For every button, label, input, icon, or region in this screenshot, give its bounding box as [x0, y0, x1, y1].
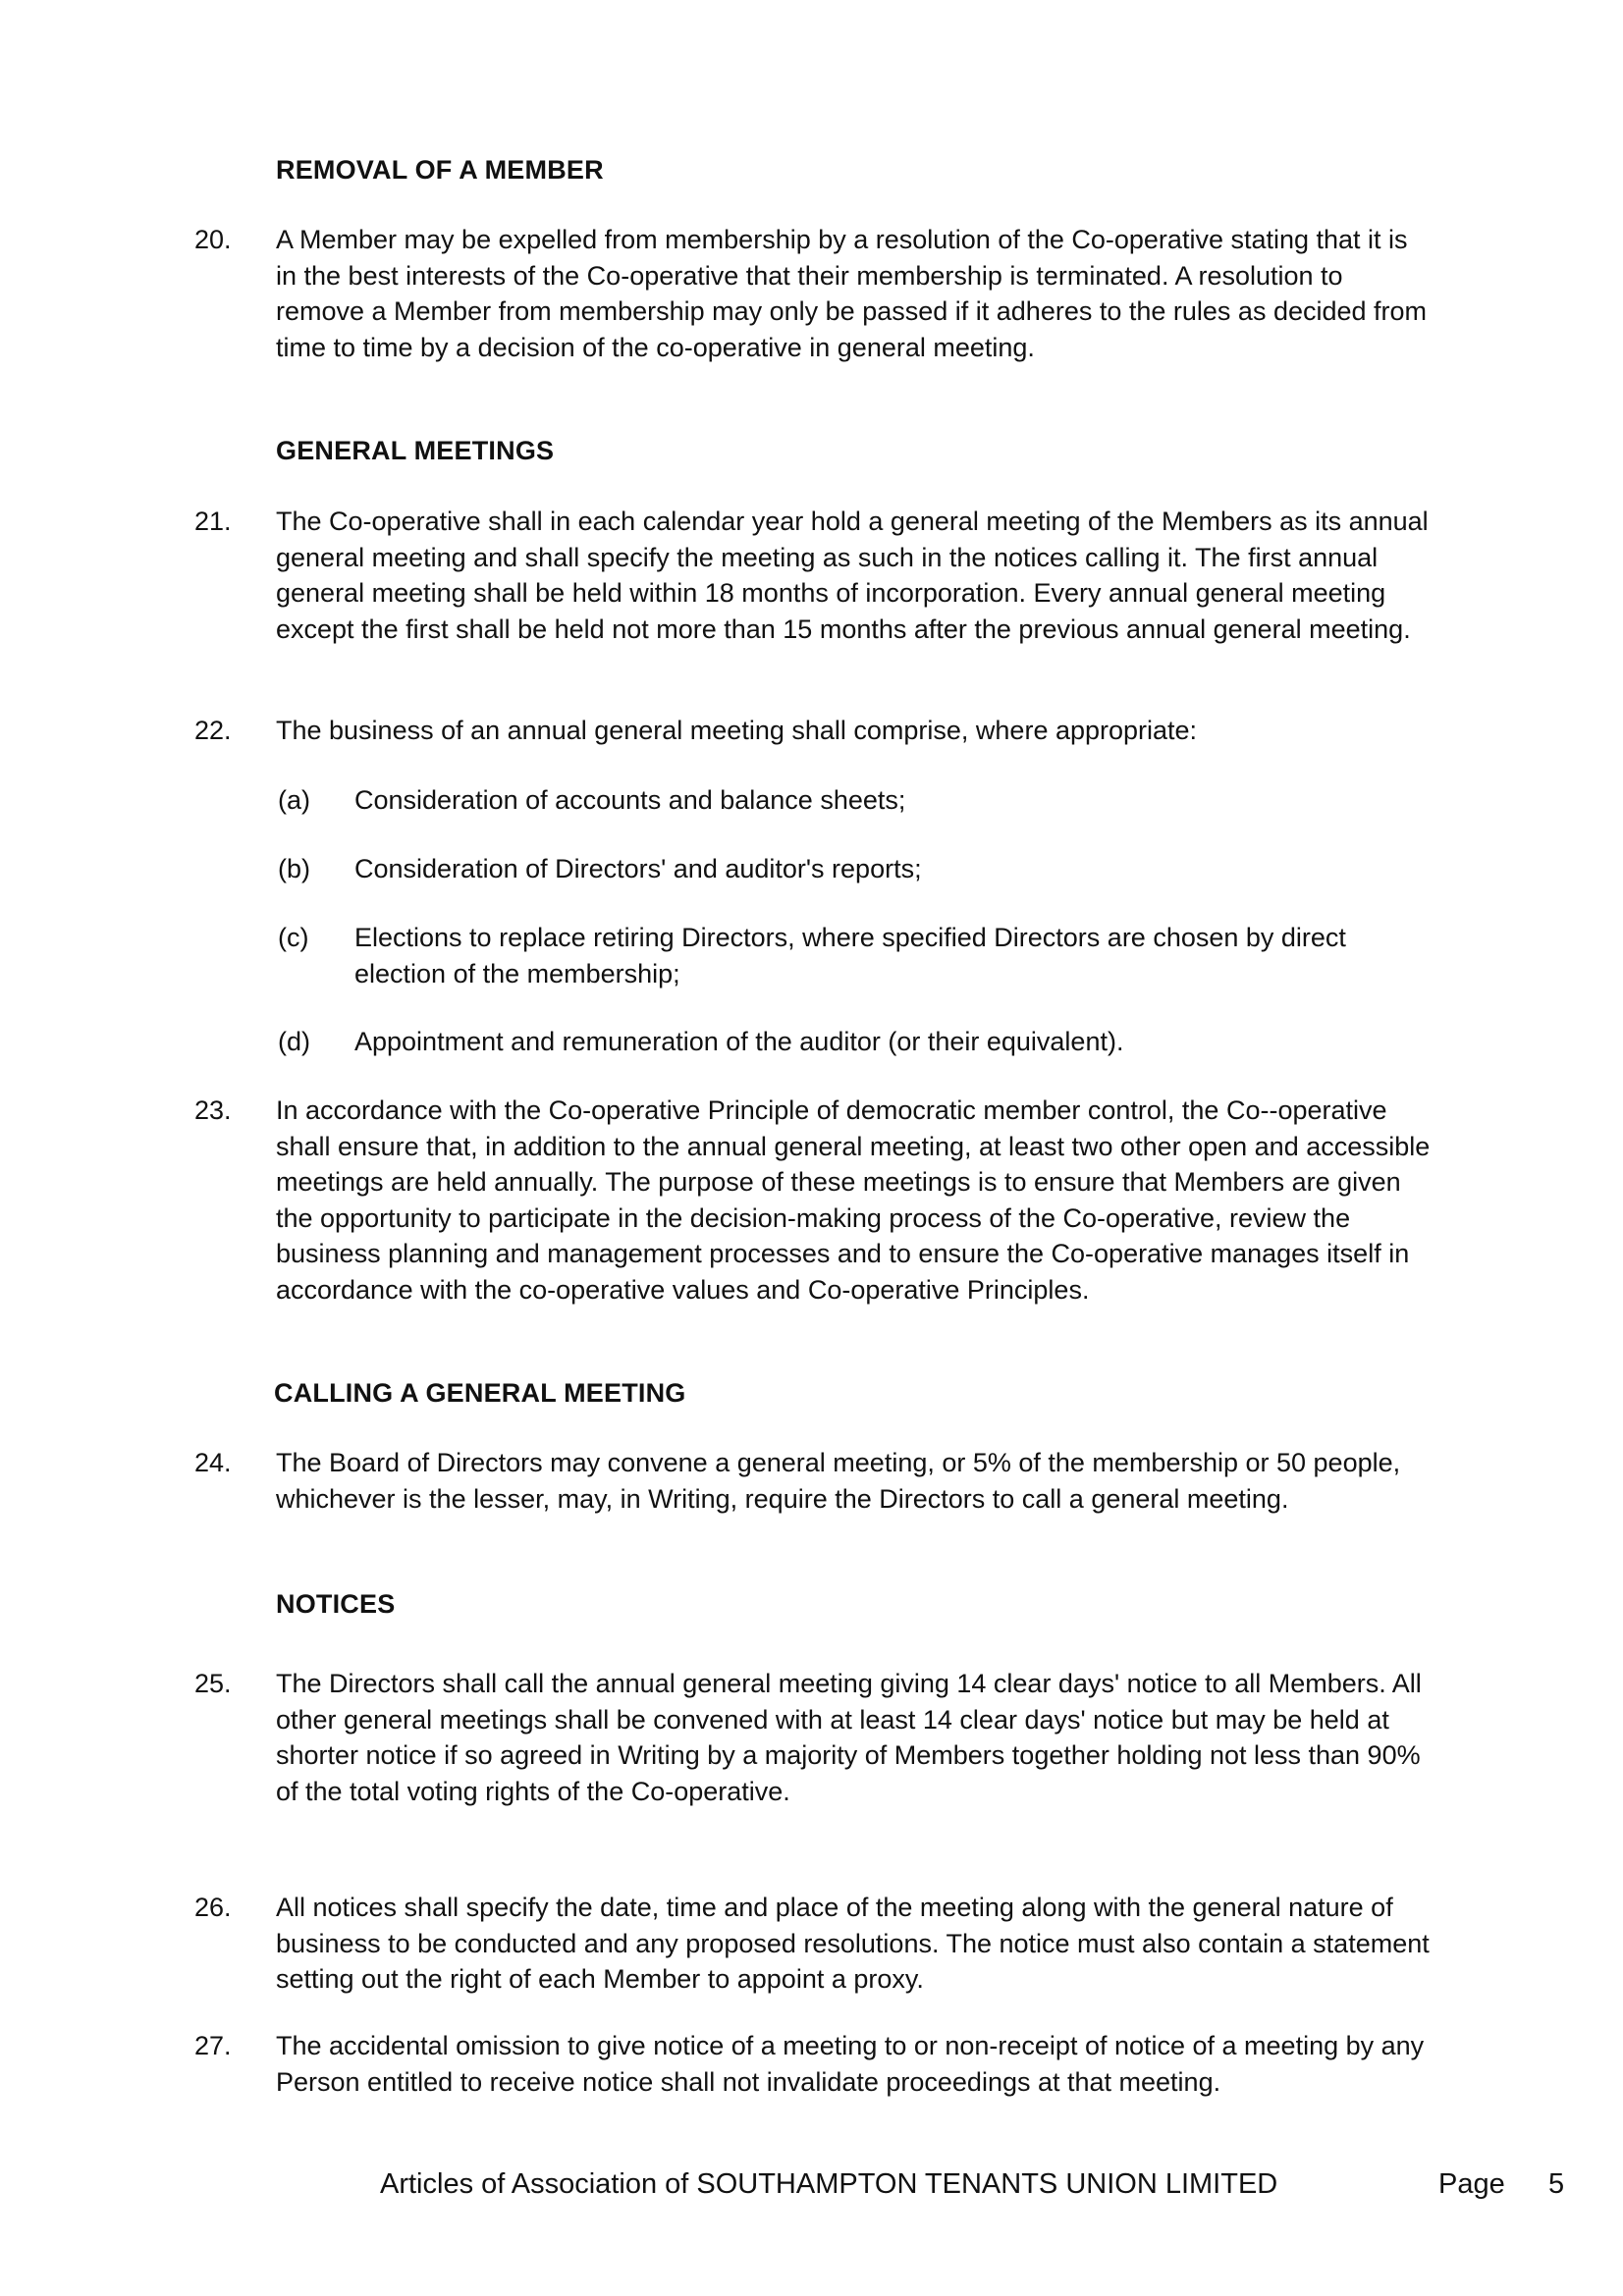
sub-item-text: Consideration of Directors' and auditor's reports;	[354, 854, 922, 883]
clause-text: A Member may be expelled from membership by a resolution of the Co-operative stating that it is in the best interests of the Co-operative that their membership is terminated. A resolution to remove a Member from membership may only be passed if it adheres to the rules as decided from time to time by a decision of the co-operative in general meeting.	[276, 225, 1428, 362]
clause-text: The accidental omission to give notice of a meeting to or non-receipt of notice of a meeting by any Person entitled to receive notice shall not invalidate proceedings at that meeting.	[276, 2031, 1425, 2097]
sub-item-text: Appointment and remuneration of the auditor (or their equivalent).	[354, 1027, 1124, 1056]
clause-text: The Board of Directors may convene a general meeting, or 5% of the membership or 50 people, whichever is the lesser, may, in Writing, require the Directors to call a general meeting.	[276, 1448, 1401, 1514]
clause-number: 27.	[194, 2031, 232, 2060]
clause-text: In accordance with the Co-operative Principle of democratic member control, the Co--operative shall ensure that, in addition to the annual general meeting, at least two other open and accessible meetings are held annually. The purpose of these meetings is to ensure that Members are given the opportunity to participate in the decision-making process of the Co-operative, review the business planning and management processes and to ensure the Co-operative manages itself in accordance with the co-operative values and Co-operative Principles.	[276, 1095, 1431, 1305]
footer-page-label: Page	[1438, 2168, 1505, 2200]
clause-number: 26.	[194, 1893, 232, 1922]
clause-text: The business of an annual general meeting shall comprise, where appropriate:	[276, 716, 1198, 745]
heading-general-meetings: GENERAL MEETINGS	[276, 436, 555, 465]
sub-item-text: Consideration of accounts and balance sheets;	[354, 785, 906, 815]
clause-number: 25.	[194, 1669, 232, 1698]
sub-item-text: Elections to replace retiring Directors, where specified Directors are chosen by direct election of the membership;	[354, 923, 1346, 988]
sub-item-label: (d)	[278, 1027, 310, 1056]
sub-item-label: (c)	[278, 923, 309, 952]
clause-number: 24.	[194, 1448, 232, 1477]
clause-number: 21.	[194, 507, 232, 536]
clause-text: All notices shall specify the date, time and place of the meeting along with the general nature of business to be conducted and any proposed resolutions. The notice must also contain a statement setting out the right of each Member to appoint a proxy.	[276, 1893, 1430, 1994]
clause-text: The Co-operative shall in each calendar year hold a general meeting of the Members as its annual general meeting and shall specify the meeting as such in the notices calling it. The first annual general meeting shall be held within 18 months of incorporation. Every annual general meeting except the first shall be held not more than 15 months after the previous annual general meeting.	[276, 507, 1429, 644]
clause-number: 23.	[194, 1095, 232, 1125]
sub-item-label: (b)	[278, 854, 310, 883]
heading-removal-of-a-member: REMOVAL OF A MEMBER	[276, 155, 604, 185]
footer-page-number: 5	[1548, 2168, 1565, 2200]
heading-notices: NOTICES	[276, 1589, 396, 1619]
clause-text: The Directors shall call the annual general meeting giving 14 clear days' notice to all Members. All other general meetings shall be convened with at least 14 clear days' notice but may be held at shorter notice if so agreed in Writing by a majority of Members together holding not less than 90% of the total voting rights of the Co-operative.	[276, 1669, 1422, 1806]
heading-calling-a-general-meeting: CALLING A GENERAL MEETING	[274, 1378, 686, 1408]
clause-number: 20.	[194, 225, 232, 254]
clause-number: 22.	[194, 716, 232, 745]
sub-item-label: (a)	[278, 785, 310, 815]
footer-document-title: Articles of Association of SOUTHAMPTON TENANTS UNION LIMITED	[380, 2168, 1278, 2200]
